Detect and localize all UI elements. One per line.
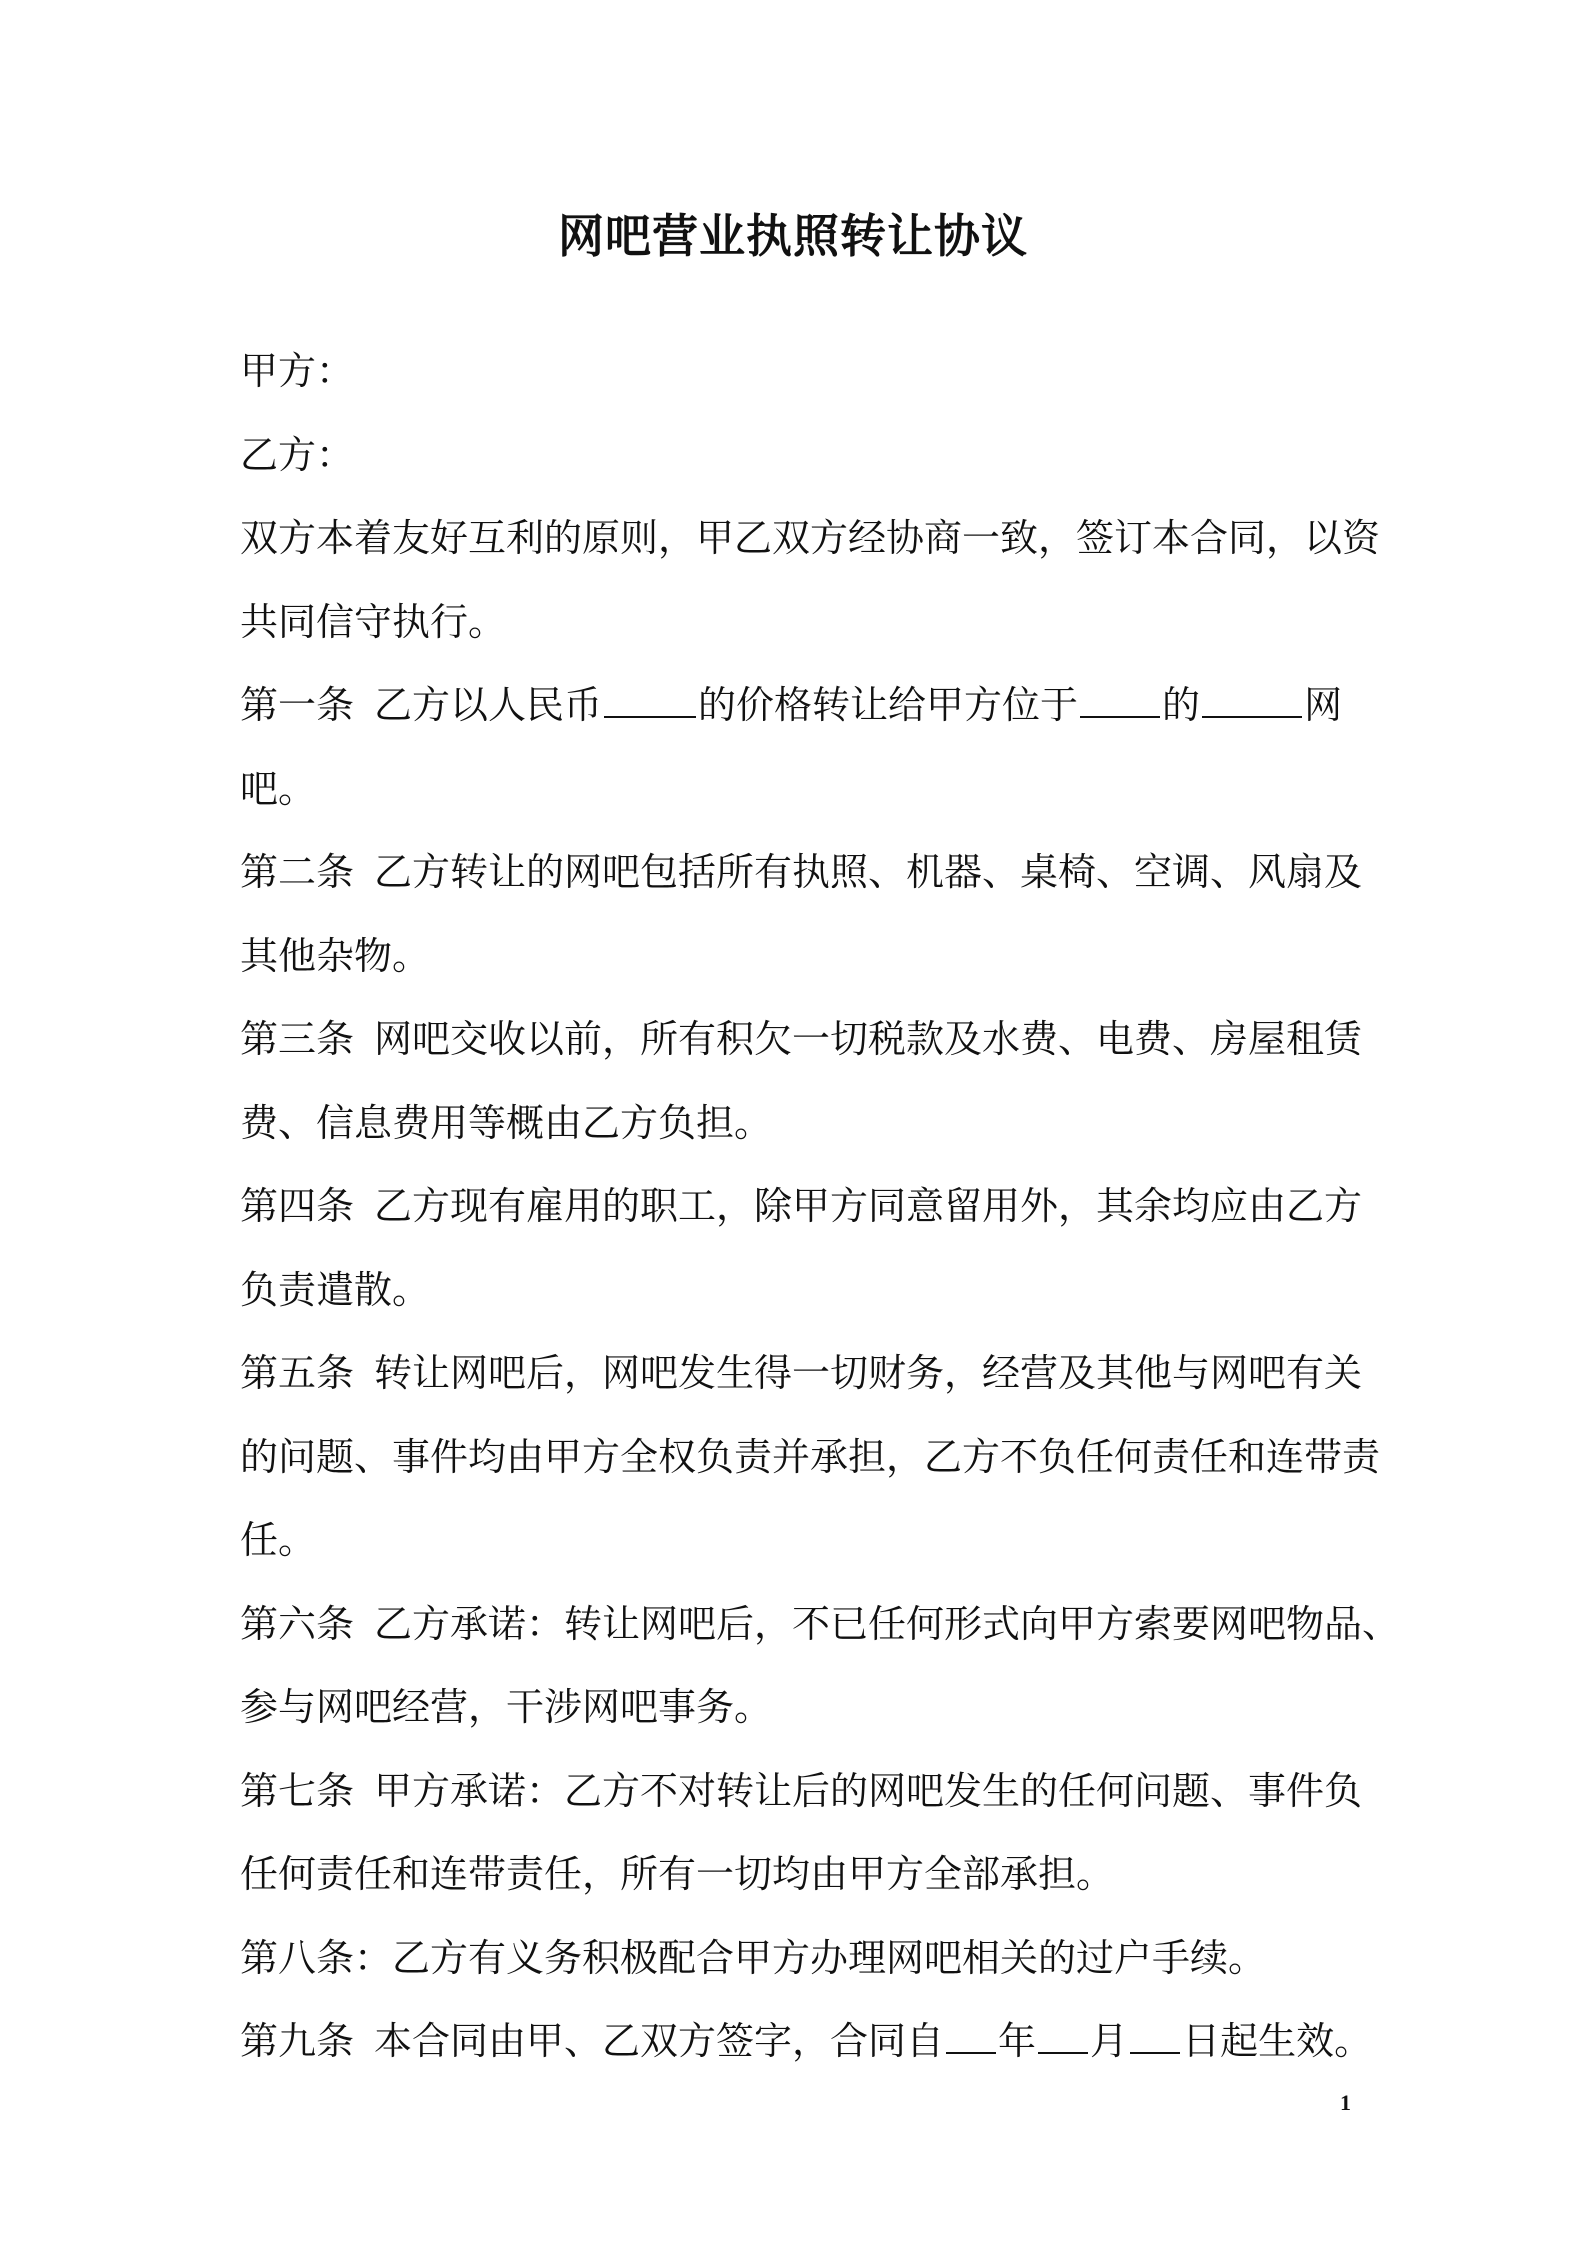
article-3-line-2: 费、信息费用等概由乙方负担。 xyxy=(240,1100,773,1145)
month-blank xyxy=(1038,2014,1088,2054)
article-9-month: 月 xyxy=(1090,2019,1129,2063)
article-4-line-2: 负责遣散。 xyxy=(240,1267,431,1312)
article-6-line-2: 参与网吧经营，干涉网吧事务。 xyxy=(240,1685,773,1729)
article-9-year: 年 xyxy=(998,2019,1037,2063)
article-3-line-1 xyxy=(240,998,1370,1082)
article-1-text-a: 乙方以人民币 xyxy=(374,683,603,727)
article-1-text-b: 的价格转让给甲方位于 xyxy=(698,683,1079,727)
intro-line-1: 双方本着友好互利的原则，甲乙双方经协商一致，签订本合同，以资 xyxy=(240,516,1381,560)
article-4-line-1 xyxy=(240,1165,1370,1249)
page-number: 1 xyxy=(1340,2090,1351,2115)
article-5-line-1 xyxy=(240,1332,1370,1416)
party-b-line: 乙方： xyxy=(240,432,355,477)
name-blank xyxy=(1202,678,1302,718)
article-1-line-1 xyxy=(240,664,1370,748)
article-2-line-1 xyxy=(240,831,1370,915)
location-blank xyxy=(1080,678,1160,718)
article-6-line-1 xyxy=(240,1583,1401,1667)
article-9-day: 日起生效。 xyxy=(1182,2019,1373,2063)
article-4-label: 第四条 xyxy=(240,1184,355,1228)
day-blank xyxy=(1130,2014,1180,2054)
article-7-label: 第七条 xyxy=(240,1768,355,1813)
article-3-label: 第三条 xyxy=(240,1017,355,1061)
article-5-line-3: 任。 xyxy=(240,1518,317,1562)
party-a-line: 甲方： xyxy=(240,349,355,393)
article-1-text-c: 的 xyxy=(1162,683,1201,727)
article-2-line-2: 其他杂物。 xyxy=(240,933,431,978)
price-blank xyxy=(604,678,696,718)
article-3-text: 网吧交收以前，所有积欠一切税款及水费、电费、房屋租赁 xyxy=(374,1017,1363,1061)
intro-line-2: 共同信守执行。 xyxy=(240,599,507,644)
article-5-line-2: 的问题、事件均由甲方全权负责并承担，乙方不负任何责任和连带责 xyxy=(240,1434,1381,1479)
article-1-text-d: 网 xyxy=(1304,683,1343,727)
article-7-text: 甲方承诺：乙方不对转让后的网吧发生的任何问题、事件负 xyxy=(374,1768,1363,1813)
year-blank xyxy=(946,2014,996,2054)
article-7-line-2: 任何责任和连带责任，所有一切均由甲方全部承担。 xyxy=(240,1852,1115,1896)
document-body xyxy=(240,330,1401,2084)
article-1-label: 第一条 xyxy=(240,683,355,727)
article-7-line-1 xyxy=(240,1750,1370,1834)
article-6-label: 第六条 xyxy=(240,1601,355,1646)
article-4-text: 乙方现有雇用的职工，除甲方同意留用外，其余均应由乙方 xyxy=(374,1184,1363,1228)
document-title: 网吧营业执照转让协议 xyxy=(558,209,1028,263)
article-9-line-1 xyxy=(240,2000,1373,2084)
article-5-label: 第五条 xyxy=(240,1351,355,1395)
article-1-line-2: 吧。 xyxy=(240,766,317,811)
article-6-text: 乙方承诺：转让网吧后，不已任何形式向甲方索要网吧物品、 xyxy=(374,1601,1401,1646)
article-9-label: 第九条 xyxy=(240,2019,355,2063)
article-5-text: 转让网吧后，网吧发生得一切财务，经营及其他与网吧有关 xyxy=(374,1351,1363,1395)
article-2-label: 第二条 xyxy=(240,850,355,894)
article-9-text-a: 本合同由甲、乙双方签字，合同自 xyxy=(374,2019,945,2063)
article-2-text: 乙方转让的网吧包括所有执照、机器、桌椅、空调、风扇及 xyxy=(374,850,1363,894)
article-8-line-1: 第八条：乙方有义务积极配合甲方办理网吧相关的过户手续。 xyxy=(240,1935,1267,1980)
